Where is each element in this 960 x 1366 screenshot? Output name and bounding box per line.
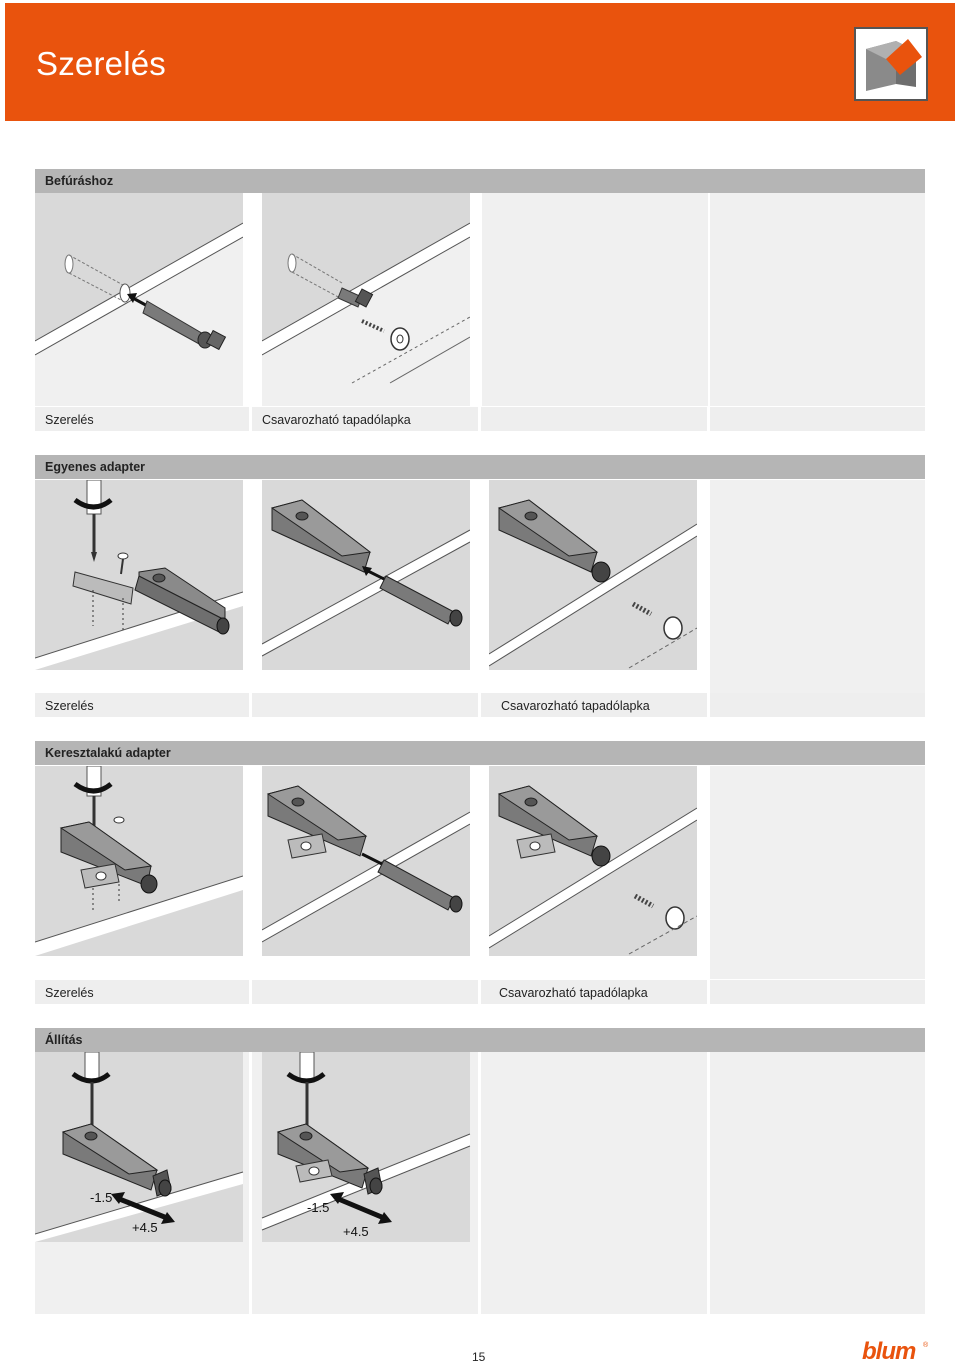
page-number: 15	[472, 1350, 486, 1364]
section-header-drilling	[35, 169, 925, 193]
caption-cell	[35, 693, 249, 717]
caption-text: Szerelés	[45, 699, 94, 713]
empty-panel	[710, 193, 925, 406]
illustration-adjustment-straight	[35, 1052, 249, 1314]
caption-text: Csavarozható tapadólapka	[262, 413, 411, 427]
section-title: Keresztalakú adapter	[45, 746, 171, 760]
caption-text: Csavarozható tapadólapka	[501, 699, 650, 713]
section-title: Befúráshoz	[45, 174, 114, 188]
illustration-straight-adapter-screw-plate	[489, 480, 697, 670]
empty-panel	[710, 766, 925, 979]
adjust-plus-label: +4.5	[132, 1220, 158, 1235]
page-title: Szerelés	[36, 45, 166, 82]
caption-cell	[481, 980, 707, 1004]
illustration-straight-adapter-assembly	[262, 480, 470, 670]
caption-cell	[252, 693, 478, 717]
registered-mark: ®	[923, 1342, 929, 1349]
caption-text: Csavarozható tapadólapka	[499, 986, 648, 1000]
blum-cube-icon	[854, 27, 928, 101]
caption-cell	[710, 407, 925, 431]
illustration-drilled-mounting	[35, 193, 243, 406]
caption-cell	[710, 693, 925, 717]
caption-cell	[252, 980, 478, 1004]
illustration-cross-adapter-screw-plate	[489, 766, 697, 956]
caption-cell	[481, 407, 707, 431]
adjust-plus-label: +4.5	[343, 1224, 369, 1239]
illustration-cross-adapter-assembly	[262, 766, 470, 956]
illustration-straight-adapter-mounting	[35, 480, 243, 670]
caption-cell	[35, 980, 249, 1004]
page-header	[5, 3, 955, 121]
section-header-adjustment	[35, 1028, 925, 1052]
empty-panel	[710, 480, 925, 693]
empty-panel	[710, 1052, 925, 1314]
caption-cell	[481, 693, 707, 717]
caption-cell	[35, 407, 249, 431]
section-header-cross-adapter	[35, 741, 925, 765]
caption-cell	[710, 980, 925, 1004]
adjust-minus-label: -1.5	[307, 1200, 330, 1215]
illustration-screw-on-plate	[262, 193, 470, 406]
empty-panel	[481, 1052, 707, 1314]
illustration-adjustment-cross	[252, 1052, 478, 1314]
caption-text: Szerelés	[45, 413, 94, 427]
adjust-minus-label: -1.5	[90, 1190, 113, 1205]
section-title: Állítás	[45, 1033, 83, 1047]
caption-cell	[252, 407, 478, 431]
empty-panel	[482, 193, 708, 406]
caption-text: Szerelés	[45, 986, 94, 1000]
blum-logo: blum	[862, 1338, 916, 1365]
section-title: Egyenes adapter	[45, 460, 146, 474]
illustration-cross-adapter-mounting	[35, 766, 243, 956]
section-header-straight-adapter	[35, 455, 925, 479]
